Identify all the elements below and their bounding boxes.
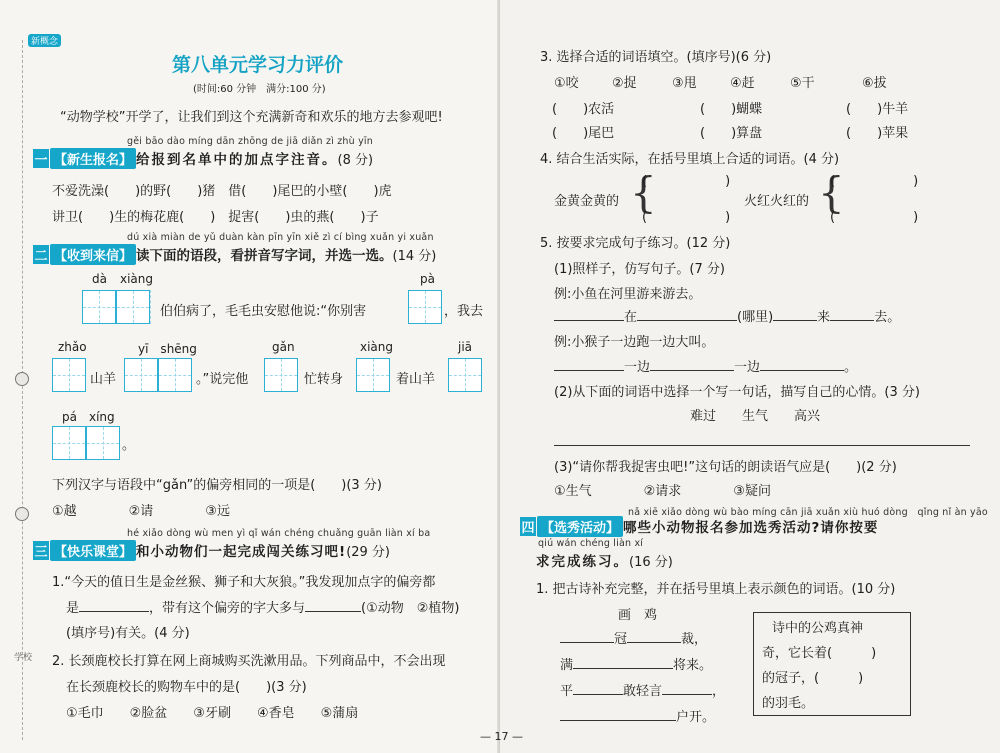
writing-line[interactable] xyxy=(554,445,970,446)
s2-tag: 【收到来信】 xyxy=(50,244,136,265)
s3-tag: 【快乐课堂】 xyxy=(50,540,136,561)
s3-pinyin: hé xiǎo dòng wù men yì qǐ wán chéng chuǎng guān liàn xí ba xyxy=(127,528,431,539)
time-score-meta: (时间:60 分钟 满分:100 分) xyxy=(193,84,326,95)
sentence-text: 去。 xyxy=(874,310,901,325)
py-zhao: zhǎo xyxy=(58,340,87,354)
poem-line4 xyxy=(560,706,715,725)
binding-hole xyxy=(15,507,29,521)
s2-text2a: 山羊 xyxy=(90,372,117,387)
py-yisheng: yī shēng xyxy=(138,342,197,356)
poem-text: 平 xyxy=(560,684,574,699)
s4-q1: 1. 把古诗补充完整，并在括号里填上表示颜色的词语。(10 分) xyxy=(536,582,896,597)
s2-text3: 。 xyxy=(122,438,136,453)
poem-text: ， xyxy=(712,684,726,699)
note-line4: 的羽毛。 xyxy=(762,696,815,711)
s2-pinyin: dú xià miàn de yǔ duàn kàn pīn yīn xiě zì cí bìng xuǎn yi xuǎn xyxy=(127,232,434,243)
s2-heading-row xyxy=(33,244,436,265)
q3-option: ⑤干 xyxy=(790,76,815,91)
poem-text: 户开。 xyxy=(676,710,716,725)
sentence-text: 一边 xyxy=(734,360,761,375)
s1-tag: 【新生报名】 xyxy=(50,148,136,169)
q3-option: ⑥拔 xyxy=(862,76,887,91)
s4-heading-row xyxy=(520,516,878,537)
q3-option: ②捉 xyxy=(612,76,637,91)
q5-words: 难过 生气 高兴 xyxy=(690,409,821,424)
right-page xyxy=(500,0,1000,753)
sentence-text: 在 xyxy=(624,310,638,325)
sentence-blank[interactable] xyxy=(554,358,624,371)
s2-text2d: 着山羊 xyxy=(396,372,436,387)
q3-option: ③甩 xyxy=(672,76,697,91)
py-xiang: xiàng xyxy=(120,272,154,286)
binding-line xyxy=(22,40,23,740)
poem-text: 裁， xyxy=(681,632,708,647)
q5-example2: 例:小猴子一边跑一边大叫。 xyxy=(554,335,715,350)
poem-blank[interactable] xyxy=(573,656,673,669)
s4-number: 四 xyxy=(520,517,536,536)
q4-blank[interactable]: ( ) xyxy=(830,174,919,189)
poem-line2 xyxy=(560,654,712,673)
q3-option: ④赶 xyxy=(730,76,755,91)
sentence-blank[interactable] xyxy=(773,308,817,321)
sentence-blank[interactable] xyxy=(554,308,624,321)
s2-heading: 读下面的语段，看拼音写字词，并选一选。 xyxy=(136,248,393,264)
py-jia: jiā xyxy=(458,340,473,354)
edge-school-label: 学校 xyxy=(14,653,33,663)
s3-score: (29 分) xyxy=(346,545,391,560)
q3-fill[interactable]: ( )农活 xyxy=(552,102,615,117)
s3-q1-line1: 1.“今天的值日生是金丝猴、狮子和大灰狼。”我发现加点字的偏旁都 xyxy=(52,575,436,590)
binding-hole xyxy=(15,372,29,386)
py-gan: gǎn xyxy=(272,340,295,354)
q3-option: ①咬 xyxy=(554,76,579,91)
page-title: 第八单元学习力评价 xyxy=(172,54,344,76)
py-da: dà xyxy=(92,272,107,286)
q4-word1: 金黄金黄的 xyxy=(554,194,620,209)
poem-text: 满 xyxy=(560,658,574,673)
py-xiang2: xiàng xyxy=(360,340,394,354)
poem-text: 将来。 xyxy=(673,658,713,673)
pinyin-write-box[interactable] xyxy=(86,426,120,460)
s3-heading-row xyxy=(33,540,390,561)
sentence-blank[interactable] xyxy=(650,358,734,371)
py-pa: pà xyxy=(420,272,435,286)
pinyin-write-box[interactable] xyxy=(448,358,482,392)
pinyin-write-box[interactable] xyxy=(52,358,86,392)
q1-blank[interactable] xyxy=(79,599,149,612)
poem-blank[interactable] xyxy=(662,682,712,695)
pinyin-write-box[interactable] xyxy=(408,290,442,324)
s1-line1: 不爱洗澡( )的野( )猪 借( )尾巴的小壁( )虎 xyxy=(52,184,392,199)
sentence-text: (哪里) xyxy=(737,310,774,325)
s3-q2-line2: 在长颈鹿校长的购物车中的是( )(3 分) xyxy=(66,680,307,695)
q1-blank[interactable] xyxy=(305,599,361,612)
s4-heading1: 哪些小动物报名参加选秀活动?请你按要 xyxy=(623,520,879,536)
poem-note-box xyxy=(753,612,911,716)
q4-blank[interactable]: ( ) xyxy=(642,174,731,189)
sentence-text: 。 xyxy=(844,360,858,375)
s2-text1: 伯伯病了，毛毛虫安慰他说:“你别害 xyxy=(160,304,367,319)
sentence-blank[interactable] xyxy=(830,308,874,321)
pinyin-write-box[interactable] xyxy=(82,290,116,324)
s4-heading2: 求完成练习。 xyxy=(536,554,629,570)
s4-heading2-row xyxy=(536,550,673,570)
s4-tag: 【选秀活动】 xyxy=(537,516,623,537)
s1-score: (8 分) xyxy=(337,153,374,168)
note-line1: 诗中的公鸡真神 xyxy=(772,621,864,636)
s4-pinyin1: nǎ xiē xiǎo dòng wù bào míng cān jiā xuǎn xiù huó dòng qǐng nǐ àn yāo xyxy=(628,507,988,518)
q5-part1: (1)照样子，仿写句子。(7 分) xyxy=(554,262,725,277)
left-brace: { xyxy=(630,168,657,217)
q5-part3: (3)“请你帮我捉害虫吧!”这句话的朗读语气应是( )(2 分) xyxy=(554,460,897,475)
sentence-blank[interactable] xyxy=(637,308,737,321)
s1-heading-row xyxy=(33,148,373,169)
s1-line2: 讲卫( )生的梅花鹿( ) 捉害( )虫的燕( )子 xyxy=(52,210,379,225)
s1-heading: 给报到名单中的加点字注音。 xyxy=(136,152,338,168)
s4-pinyin2: qiú wán chéng liàn xí xyxy=(538,538,644,549)
q1-text: (①动物 ②植物) xyxy=(361,601,460,616)
s2-text2b: 。”说完他 xyxy=(196,372,249,387)
sentence-text: 来 xyxy=(817,310,831,325)
pinyin-write-box[interactable] xyxy=(158,358,192,392)
s3-q1-line2 xyxy=(66,597,459,616)
q3-fill[interactable]: ( )牛羊 xyxy=(846,102,909,117)
s1-pinyin: gěi bāo dào míng dān zhōng de jiā diǎn zì zhù yīn xyxy=(127,136,373,147)
poem-blank[interactable] xyxy=(560,708,676,721)
q5-fill1 xyxy=(554,306,900,325)
s2-options: ①越 ②请 ③远 xyxy=(52,504,230,519)
brand-logo: 新概念 xyxy=(28,34,61,47)
q3-fill[interactable]: ( )蝴蝶 xyxy=(700,102,763,117)
poem-line1 xyxy=(560,628,707,647)
q5-example1: 例:小鱼在河里游来游去。 xyxy=(554,287,702,302)
page-number: — 17 — xyxy=(480,730,523,743)
q5-heading: 5. 按要求完成句子练习。(12 分) xyxy=(540,236,731,251)
poem-text: 敢轻言 xyxy=(623,684,663,699)
q5-part2: (2)从下面的词语中选择一个写一句话，描写自己的心情。(3 分) xyxy=(554,385,920,400)
s3-heading: 和小动物们一起完成闯关练习吧! xyxy=(136,544,347,560)
q4-blank[interactable]: ( ) xyxy=(830,210,919,225)
note-line2[interactable]: 奇，它长着( ) xyxy=(762,646,877,661)
pinyin-write-box[interactable] xyxy=(124,358,158,392)
q4-blank[interactable]: ( ) xyxy=(642,210,731,225)
poem-blank[interactable] xyxy=(573,682,623,695)
s2-text1b: ，我去 xyxy=(444,304,484,319)
left-brace: { xyxy=(818,168,845,217)
note-line3[interactable]: 的冠子，( ) xyxy=(762,671,864,686)
q1-text: ，带有这个偏旁的字大多与 xyxy=(149,601,306,616)
q3-fill[interactable]: ( )算盘 xyxy=(700,126,763,141)
pinyin-write-box[interactable] xyxy=(264,358,298,392)
s2-text2c: 忙转身 xyxy=(304,372,344,387)
poem-text: 冠 xyxy=(614,632,628,647)
q4-heading: 4. 结合生活实际，在括号里填上合适的词语。(4 分) xyxy=(540,152,840,167)
s4-score: (16 分) xyxy=(629,555,673,570)
poem-title: 画 鸡 xyxy=(618,608,658,623)
q3-fill[interactable]: ( )苹果 xyxy=(846,126,909,141)
s1-number: 一 xyxy=(33,149,49,168)
sentence-blank[interactable] xyxy=(760,358,844,371)
q3-heading: 3. 选择合适的词语填空。(填序号)(6 分) xyxy=(540,50,772,65)
poem-line3 xyxy=(560,680,725,699)
poem-blank[interactable] xyxy=(560,630,614,643)
s2-question: 下列汉字与语段中“gǎn”的偏旁相同的一项是( )(3 分) xyxy=(52,478,382,493)
sentence-text: 一边 xyxy=(624,360,651,375)
q5-part3-options: ①生气 ②请求 ③疑问 xyxy=(554,484,771,499)
s3-q2-line1: 2. 长颈鹿校长打算在网上商城购买洗漱用品。下列商品中，不会出现 xyxy=(52,654,446,669)
s3-number: 三 xyxy=(33,541,49,560)
intro-text: “动物学校”开学了，让我们到这个充满新奇和欢乐的地方去参观吧! xyxy=(60,110,443,125)
q3-fill[interactable]: ( )尾巴 xyxy=(552,126,615,141)
s3-q2-options: ①毛巾 ②脸盆 ③牙刷 ④香皂 ⑤蒲扇 xyxy=(66,706,359,721)
q1-text: 是 xyxy=(66,601,80,616)
s3-q1-line3: (填序号)有关。(4 分) xyxy=(66,626,190,641)
pinyin-write-box[interactable] xyxy=(356,358,390,392)
poem-blank[interactable] xyxy=(627,630,681,643)
pinyin-write-box[interactable] xyxy=(52,426,86,460)
q5-fill2 xyxy=(554,356,857,375)
py-paxing: pá xíng xyxy=(62,410,115,424)
q4-word2: 火红火红的 xyxy=(744,194,810,209)
s2-score: (14 分) xyxy=(392,249,437,264)
s2-number: 二 xyxy=(33,245,49,264)
